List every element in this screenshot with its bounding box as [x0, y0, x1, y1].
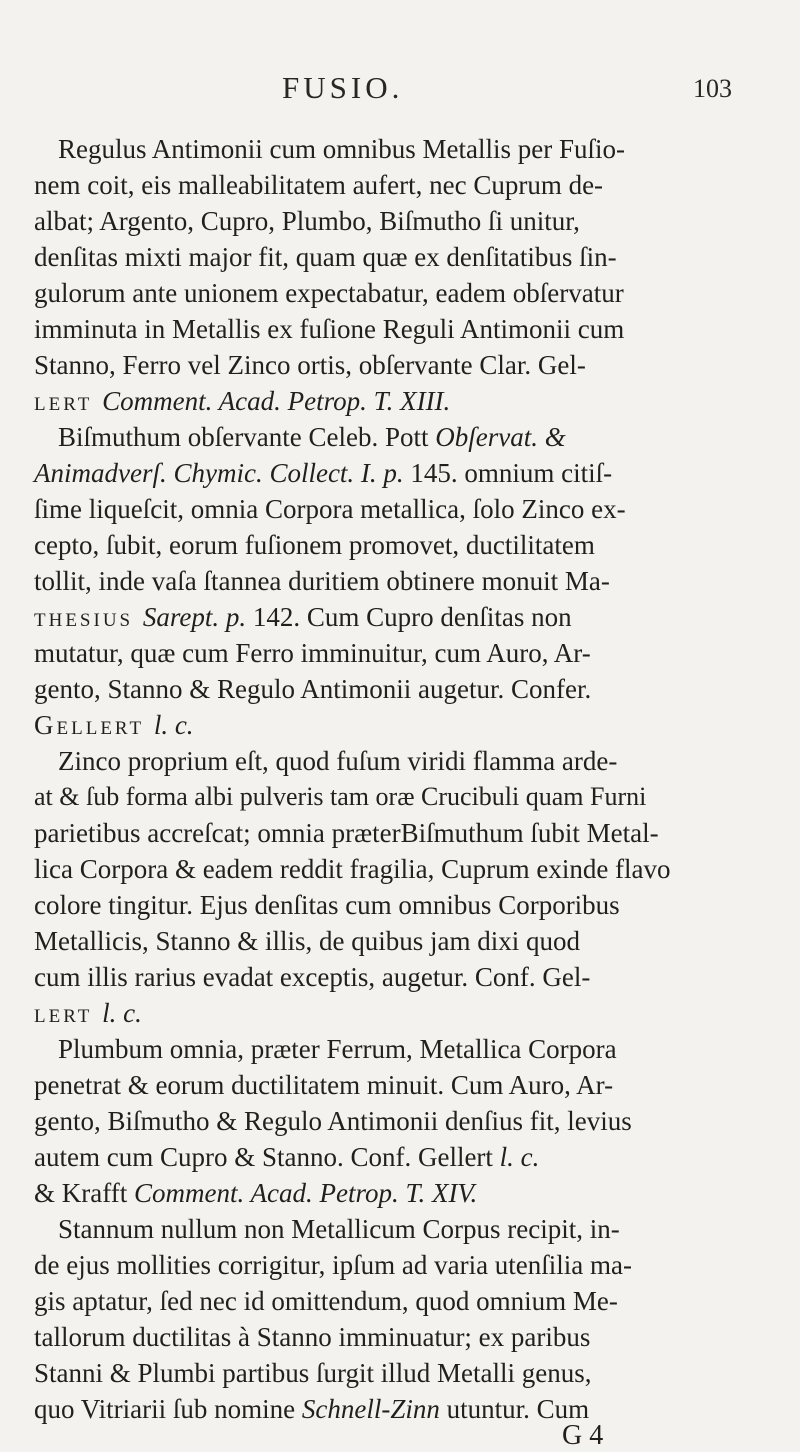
text-line: Stanno, Ferro vel Zinco ortis, obſervante Clar. Gel-: [34, 350, 586, 380]
text-line: cum illis rarius evadat exceptis, augetur. Conf. Gel-: [34, 962, 591, 992]
text-line: gento, Stanno & Regulo Antimonii augetur. Confer.: [34, 674, 592, 704]
text-line: Plumbum omnia, præter Ferrum, Metallica Corpora: [58, 1034, 617, 1064]
text-line: Animadverſ. Chymic. Collect. I. p. 145. omnium citiſ-: [34, 458, 613, 488]
text-line: albat; Argento, Cupro, Plumbo, Biſmutho ſi unitur,: [34, 206, 580, 236]
text-line: lert l. c.: [34, 998, 142, 1028]
text-line: lica Corpora & eadem reddit fragilia, Cuprum exinde flavo: [34, 854, 671, 884]
text-line: thesius Sarept. p. 142. Cum Cupro denſitas non: [34, 602, 572, 632]
text-line: tallorum ductilitas à Stanno imminuatur; ex paribus: [34, 1322, 591, 1352]
text-line: autem cum Cupro & Stanno. Conf. Gellert l. c.: [34, 1142, 540, 1172]
text-line: tollit, inde vaſa ſtannea duritiem obtinere monuit Ma-: [34, 566, 610, 596]
signature-mark: G 4: [562, 1420, 604, 1451]
text-line: Gellert l. c.: [34, 710, 194, 740]
text-line: Zinco proprium eſt, quod fuſum viridi flamma arde-: [58, 746, 618, 776]
text-line: quo Vitriarii ſub nomine Schnell-Zinn utuntur. Cum: [34, 1394, 590, 1424]
text-line: penetrat & eorum ductilitatem minuit. Cum Auro, Ar-: [34, 1070, 614, 1100]
text-line: at & ſub forma albi pulveris tam oræ Crucibuli quam Furni: [34, 782, 647, 811]
text-line: parietibus accreſcat; omnia præterBiſmuthum ſubit Metal-: [34, 818, 659, 848]
text-line: lert Comment. Acad. Petrop. T. XIII.: [34, 386, 451, 416]
running-head-title: FUSIO.: [282, 70, 404, 105]
text-line: gento, Biſmutho & Regulo Antimonii denſius fit, levius: [34, 1106, 632, 1136]
text-line: ſime liqueſcit, omnia Corpora metallica, ſolo Zinco ex-: [34, 494, 626, 524]
text-line: de ejus mollities corrigitur, ipſum ad varia utenſilia ma-: [34, 1250, 633, 1280]
text-line: Stannum nullum non Metallicum Corpus recipit, in-: [58, 1214, 620, 1244]
text-line: mutatur, quæ cum Ferro imminuitur, cum Auro, Ar-: [34, 638, 591, 668]
text-line: colore tingitur. Ejus denſitas cum omnibus Corporibus: [34, 890, 620, 920]
text-line: gis aptatur, ſed nec id omittendum, quod omnium Me-: [34, 1286, 618, 1316]
text-line: & Krafft Comment. Acad. Petrop. T. XIV.: [34, 1178, 478, 1208]
text-line: imminuta in Metallis ex fuſione Reguli Antimonii cum: [34, 314, 625, 344]
text-line: Regulus Antimonii cum omnibus Metallis per Fuſio-: [58, 134, 625, 164]
text-line: nem coit, eis malleabilitatem aufert, nec Cuprum de-: [34, 170, 604, 200]
page-number: 103: [693, 74, 732, 103]
text-line: cepto, ſubit, eorum fuſionem promovet, ductilitatem: [34, 530, 595, 560]
text-line: Biſmuthum obſervante Celeb. Pott Obſervat. &: [58, 422, 566, 452]
text-line: Stanni & Plumbi partibus ſurgit illud Metalli genus,: [34, 1358, 592, 1388]
text-line: gulorum ante unionem expectabatur, eadem obſervatur: [34, 278, 624, 308]
text-line: denſitas mixti major fit, quam quæ ex denſitatibus ſin-: [34, 242, 617, 272]
text-line: Metallicis, Stanno & illis, de quibus jam dixi quod: [34, 926, 580, 956]
running-head: [0, 70, 800, 110]
